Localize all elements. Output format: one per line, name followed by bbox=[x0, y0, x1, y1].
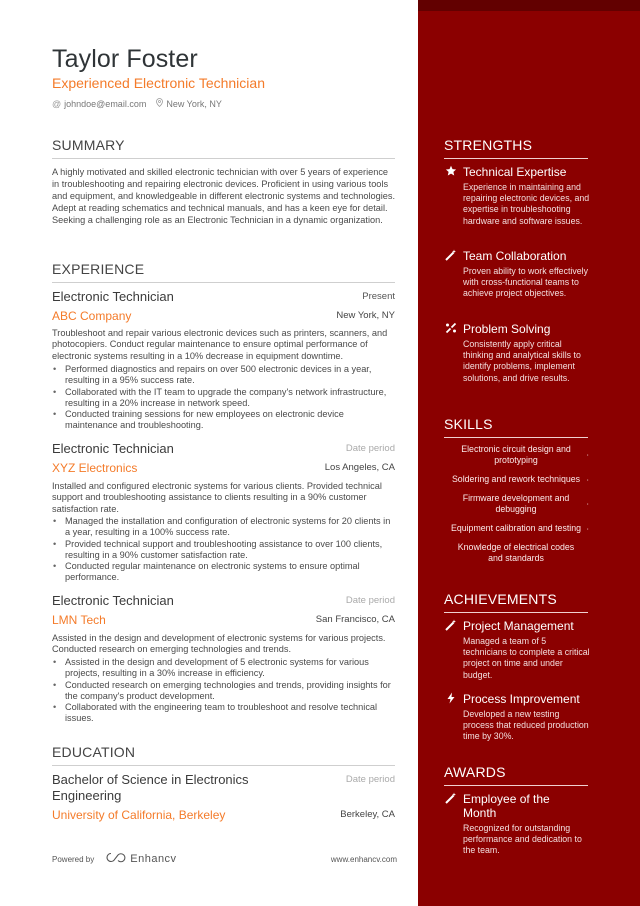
strength-description: Experience in maintaining and repairing electronic devices, and expertise in troubleshooting hardware and software issues. bbox=[463, 182, 590, 226]
bullet-item: • Conducted regular maintenance on electronic systems to ensure optimal performance. bbox=[52, 561, 397, 584]
skill-item: Firmware development and debugging · bbox=[462, 493, 589, 514]
contact-info bbox=[52, 98, 222, 109]
separator-dot: · bbox=[586, 450, 589, 460]
location-text: New York, NY bbox=[166, 98, 222, 109]
powered-by-label: Powered by bbox=[52, 854, 95, 864]
candidate-title: Experienced Electronic Technician bbox=[52, 75, 265, 91]
map-pin-icon bbox=[156, 98, 163, 109]
magic-wand-icon bbox=[444, 249, 458, 263]
star-icon bbox=[444, 165, 458, 179]
job-bullets bbox=[52, 364, 397, 432]
education-location: Berkeley, CA bbox=[340, 809, 395, 820]
skill-item: Soldering and rework techniques · bbox=[451, 474, 589, 484]
school-name: University of California, Berkeley bbox=[52, 808, 226, 822]
education-heading: EDUCATION bbox=[52, 744, 395, 766]
job-description: Troubleshoot and repair various electronic devices such as printers, scanners, and photocopiers. Conduct regular maintenance to ensure optimal performance of electronic systems resulting in a 10% decrease in equipment downtime. bbox=[52, 328, 388, 361]
email-contact[interactable] bbox=[52, 99, 146, 109]
company-name: ABC Company bbox=[52, 309, 132, 323]
bullet-item: • Collaborated with the engineering team to troubleshoot and resolve technical issues. bbox=[52, 702, 397, 725]
summary-text: A highly motivated and skilled electronic technician with over 5 years of experience in troubleshooting and repairing electronic devices. Proficient in using various tools and equipment, and knowledgeable in different electronic systems and technologies. Adept at reading schematics and technical manuals, and has a keen eye for detail. Seeking a challenging role as an Electronic Technician in a dynamic organization. bbox=[52, 167, 396, 225]
magic-wand-icon bbox=[444, 619, 458, 633]
strength-title: Problem Solving bbox=[463, 322, 551, 336]
strength-title: Technical Expertise bbox=[463, 165, 567, 179]
footer-url[interactable]: www.enhancv.com bbox=[330, 854, 397, 864]
separator-dot: · bbox=[586, 499, 589, 509]
infinity-logo-icon bbox=[106, 852, 126, 866]
award-description: Recognized for outstanding performance and dedication to the team. bbox=[463, 823, 582, 856]
job-title: Electronic Technician bbox=[52, 289, 174, 304]
job-location: Los Angeles, CA bbox=[324, 462, 395, 473]
email-text: johndoe@email.com bbox=[64, 98, 147, 109]
skill-item: Knowledge of electrical codes and standards bbox=[457, 542, 575, 563]
bullet-item: • Conducted training sessions for new employees on electronic device maintenance and troubleshooting. bbox=[52, 409, 397, 432]
company-name: LMN Tech bbox=[52, 613, 106, 627]
achievement-title: Project Management bbox=[463, 619, 574, 633]
footer bbox=[52, 852, 397, 866]
job-title: Electronic Technician bbox=[52, 441, 174, 456]
job-location: New York, NY bbox=[336, 310, 395, 321]
job-description: Installed and configured electronic systems for various clients. Provided technical support and troubleshooting assistance to clients resulting in a 90% customer satisfaction rate. bbox=[52, 481, 382, 514]
experience-heading: EXPERIENCE bbox=[52, 261, 395, 283]
job-bullets bbox=[52, 657, 397, 725]
strength-description: Proven ability to work effectively with cross-functional teams to achieve project objectives. bbox=[463, 266, 589, 299]
skills-heading: SKILLS bbox=[444, 416, 588, 438]
skill-item: Electronic circuit design and prototyping · bbox=[461, 444, 589, 465]
achievement-description: Managed a team of 5 technicians to complete a critical project on time and under budget. bbox=[463, 636, 590, 680]
job-location: San Francisco, CA bbox=[315, 614, 395, 625]
education-date: Date period bbox=[345, 774, 395, 785]
job-bullets bbox=[52, 516, 397, 584]
lightning-icon bbox=[444, 692, 458, 706]
awards-heading: AWARDS bbox=[444, 764, 588, 786]
strengths-heading: STRENGTHS bbox=[444, 137, 588, 159]
summary-heading: SUMMARY bbox=[52, 137, 395, 159]
award-title: Employee of the Month bbox=[463, 792, 550, 820]
magic-wand-icon bbox=[444, 792, 458, 806]
bullet-item: • Provided technical support and troubleshooting assistance to over 100 clients, resulting in a 90% customer satisfaction rate. bbox=[52, 539, 397, 562]
location-contact bbox=[156, 98, 222, 109]
job-description: Assisted in the design and development of electronic systems for various projects. Conducted research on emerging technologies and trends. bbox=[52, 633, 386, 655]
skill-item: Equipment calibration and testing · bbox=[450, 523, 589, 533]
achievement-title: Process Improvement bbox=[463, 692, 580, 706]
achievement-description: Developed a new testing process that reduced production time by 30%. bbox=[463, 709, 589, 742]
job-date: Date period bbox=[345, 443, 395, 454]
candidate-name: Taylor Foster bbox=[52, 45, 198, 73]
tools-icon bbox=[444, 322, 458, 336]
bullet-item: • Conducted research on emerging technologies and trends, providing insights for the company's product development. bbox=[52, 680, 397, 703]
brand-name: Enhancv bbox=[130, 853, 177, 865]
degree-line-2: Engineering bbox=[52, 788, 122, 803]
skills-list bbox=[444, 444, 588, 572]
job-date: Date period bbox=[345, 595, 395, 606]
job-title: Electronic Technician bbox=[52, 593, 174, 608]
bullet-item: • Managed the installation and configuration of electronic systems for 20 clients in a year, resulting in a 100% success rate. bbox=[52, 516, 397, 539]
bullet-item: • Performed diagnostics and repairs on over 500 electronic devices in a year, resulting in a 95% success rate. bbox=[52, 364, 397, 387]
strength-description: Consistently apply critical thinking and analytical skills to identify problems, implement solutions, and drive results. bbox=[463, 339, 581, 383]
degree-line-1: Bachelor of Science in Electronics bbox=[52, 772, 249, 787]
bullet-item: • Assisted in the design and development of 5 electronic systems for various projects, resulting in a 30% increase in efficiency. bbox=[52, 657, 397, 680]
separator-dot: · bbox=[586, 524, 589, 533]
enhancv-logo[interactable] bbox=[106, 852, 176, 866]
sidebar-top-bar bbox=[418, 0, 640, 11]
company-name: XYZ Electronics bbox=[52, 461, 138, 475]
at-icon: @ bbox=[52, 98, 62, 109]
strength-title: Team Collaboration bbox=[463, 249, 567, 263]
separator-dot: · bbox=[586, 475, 589, 484]
achievements-heading: ACHIEVEMENTS bbox=[444, 591, 588, 613]
job-date: Present bbox=[362, 291, 395, 302]
bullet-item: • Collaborated with the IT team to upgrade the company's network infrastructure, resulting in a 20% increase in network speed. bbox=[52, 387, 397, 410]
